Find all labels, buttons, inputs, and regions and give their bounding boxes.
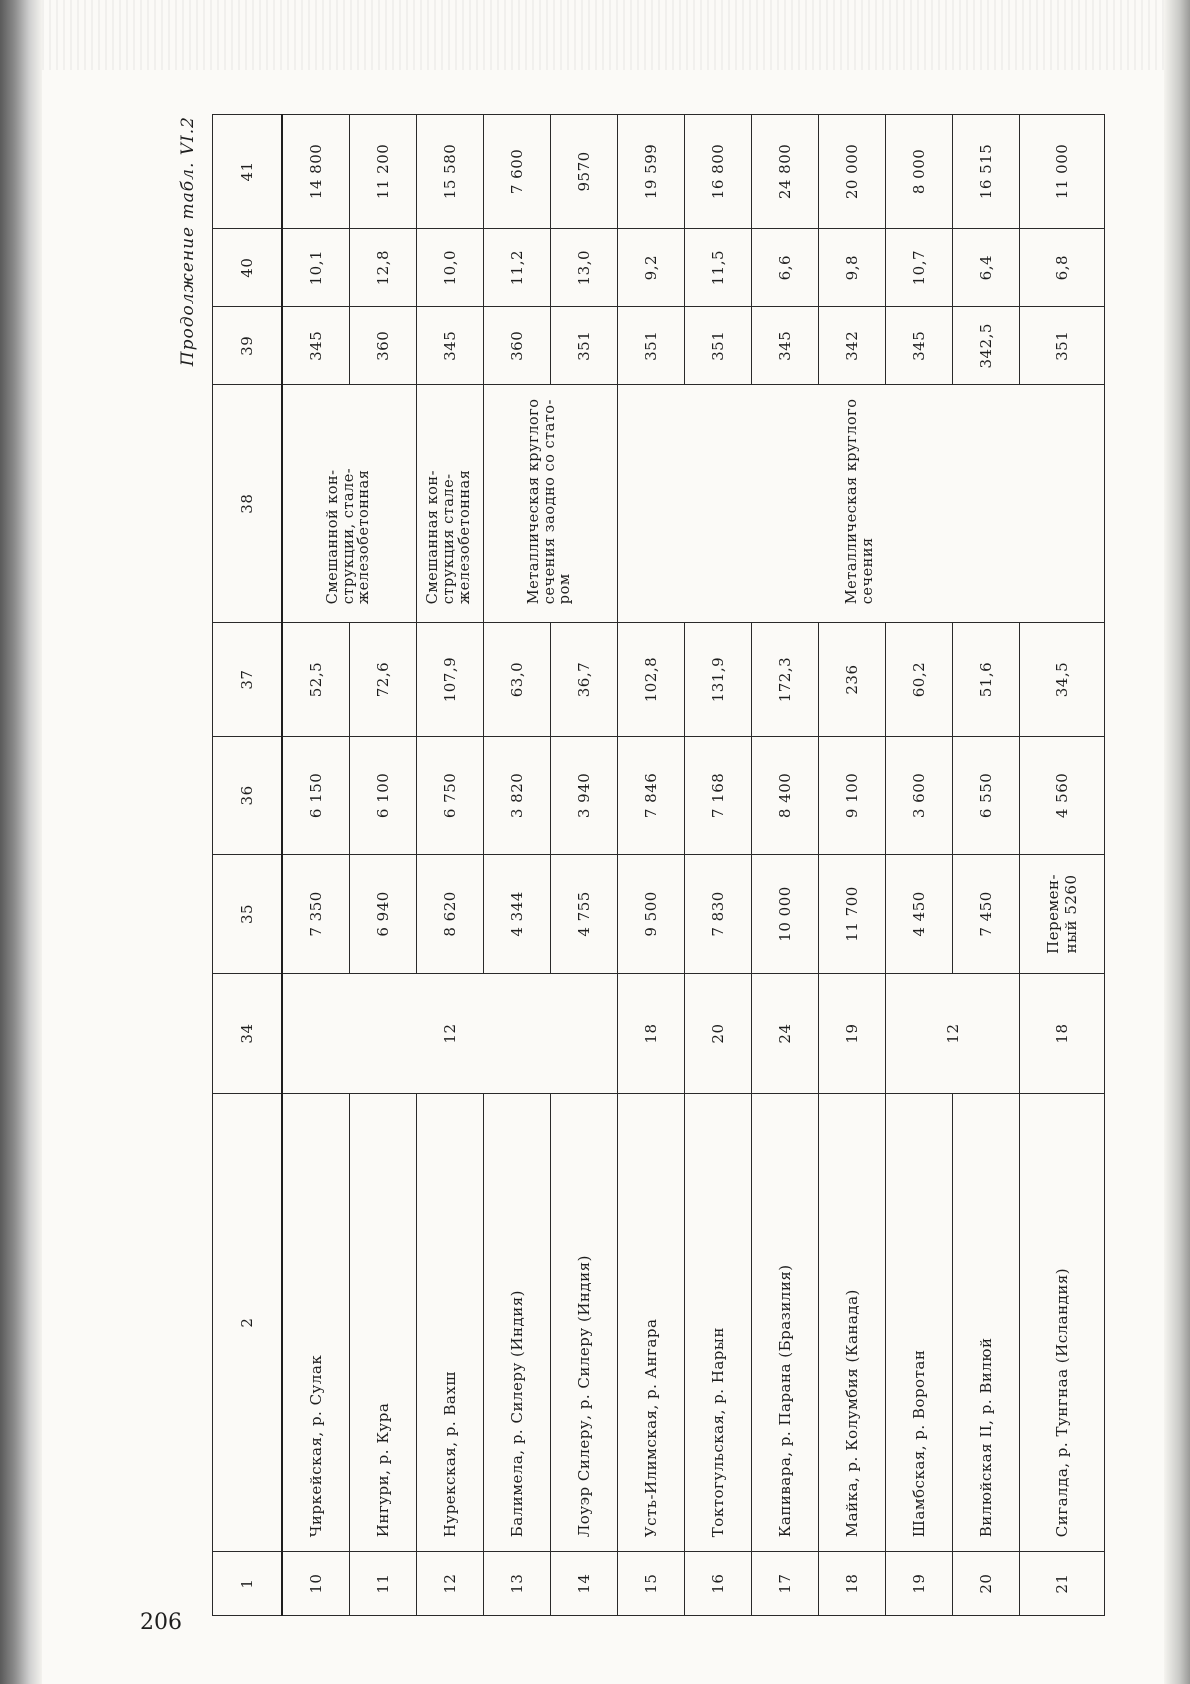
station-name: Нурекская, р. Вахш bbox=[417, 1094, 484, 1552]
cell-34: 24 bbox=[752, 973, 819, 1093]
table-row bbox=[819, 115, 886, 1616]
book-spine-shadow bbox=[0, 0, 42, 1684]
cell-39: 351 bbox=[618, 307, 685, 385]
cell-34: 18 bbox=[618, 973, 685, 1093]
cell-41: 8 000 bbox=[886, 115, 953, 229]
cell-41: 14 800 bbox=[282, 115, 350, 229]
station-name: Сигалда, р. Тунгнаа (Исландия) bbox=[1020, 1094, 1105, 1552]
cell-41: 7 600 bbox=[484, 115, 551, 229]
header-row bbox=[213, 115, 283, 1616]
cell-37: 52,5 bbox=[282, 623, 350, 737]
col-header: 39 bbox=[213, 307, 283, 385]
station-name: Капивара, р. Парана (Бразилия) bbox=[752, 1094, 819, 1552]
cell-37: 72,6 bbox=[350, 623, 417, 737]
cell-36: 3 820 bbox=[484, 736, 551, 854]
cell-37: 107,9 bbox=[417, 623, 484, 737]
rotated-table-stage bbox=[172, 114, 1112, 1616]
cell-41: 11 200 bbox=[350, 115, 417, 229]
cell-40: 11,5 bbox=[685, 228, 752, 307]
table-row bbox=[484, 115, 551, 1616]
cell-40: 6,8 bbox=[1020, 228, 1105, 307]
cell-36: 7 846 bbox=[618, 736, 685, 854]
cell-36: 6 150 bbox=[282, 736, 350, 854]
cell-36: 6 100 bbox=[350, 736, 417, 854]
cell-35: 7 350 bbox=[282, 854, 350, 973]
table-caption: Продолжение табл. VI.2 bbox=[178, 116, 198, 367]
cell-41: 16 515 bbox=[953, 115, 1020, 229]
cell-38: Металлическая круглого сечения заодно со стато- ром bbox=[484, 385, 618, 623]
cell-37: 51,6 bbox=[953, 623, 1020, 737]
station-name: Усть-Илимская, р. Ангара bbox=[618, 1094, 685, 1552]
table-row bbox=[685, 115, 752, 1616]
cell-35: Перемен- ный 5260 bbox=[1020, 854, 1105, 973]
table-row bbox=[282, 115, 350, 1616]
cell-40: 10,0 bbox=[417, 228, 484, 307]
cell-40: 12,8 bbox=[350, 228, 417, 307]
cell-41: 19 599 bbox=[618, 115, 685, 229]
cell-34: 12 bbox=[886, 973, 1020, 1093]
cell-39: 342,5 bbox=[953, 307, 1020, 385]
cell-40: 9,8 bbox=[819, 228, 886, 307]
row-number: 12 bbox=[417, 1552, 484, 1616]
cell-35: 10 000 bbox=[752, 854, 819, 973]
row-number: 17 bbox=[752, 1552, 819, 1616]
table-row bbox=[953, 115, 1020, 1616]
rotated-content bbox=[172, 114, 1112, 1616]
table-row bbox=[1020, 115, 1105, 1616]
cell-38: Смешанная кон- струкция стале- железобетонная bbox=[417, 385, 484, 623]
station-name: Майка, р. Колумбия (Канада) bbox=[819, 1094, 886, 1552]
cell-37: 36,7 bbox=[551, 623, 618, 737]
cell-39: 345 bbox=[886, 307, 953, 385]
cell-39: 342 bbox=[819, 307, 886, 385]
cell-39: 345 bbox=[417, 307, 484, 385]
col-header: 38 bbox=[213, 385, 283, 623]
cell-40: 9,2 bbox=[618, 228, 685, 307]
cell-38: Металлическая круглого сечения bbox=[618, 385, 1105, 623]
cell-35: 11 700 bbox=[819, 854, 886, 973]
cell-37: 172,3 bbox=[752, 623, 819, 737]
cell-41: 11 000 bbox=[1020, 115, 1105, 229]
cell-34: 20 bbox=[685, 973, 752, 1093]
cell-35: 4 755 bbox=[551, 854, 618, 973]
cell-38: Смешанной кон- струкции, стале- железобетонная bbox=[282, 385, 417, 623]
scan-noise bbox=[42, 0, 1164, 70]
cell-36: 3 940 bbox=[551, 736, 618, 854]
data-table bbox=[212, 114, 1105, 1616]
cell-40: 6,4 bbox=[953, 228, 1020, 307]
station-name: Ингури, р. Кура bbox=[350, 1094, 417, 1552]
cell-35: 4 450 bbox=[886, 854, 953, 973]
col-header: 2 bbox=[213, 1094, 283, 1552]
station-name: Лоуэр Силеру, р. Силеру (Индия) bbox=[551, 1094, 618, 1552]
station-name: Чиркейская, р. Сулак bbox=[282, 1094, 350, 1552]
cell-37: 131,9 bbox=[685, 623, 752, 737]
col-header: 41 bbox=[213, 115, 283, 229]
row-number: 21 bbox=[1020, 1552, 1105, 1616]
col-header: 34 bbox=[213, 973, 283, 1093]
cell-36: 3 600 bbox=[886, 736, 953, 854]
col-header: 1 bbox=[213, 1552, 283, 1616]
col-header: 36 bbox=[213, 736, 283, 854]
cell-35: 4 344 bbox=[484, 854, 551, 973]
cell-37: 102,8 bbox=[618, 623, 685, 737]
station-name: Шамбская, р. Воротан bbox=[886, 1094, 953, 1552]
cell-36: 4 560 bbox=[1020, 736, 1105, 854]
table-row bbox=[886, 115, 953, 1616]
cell-35: 7 450 bbox=[953, 854, 1020, 973]
cell-39: 351 bbox=[551, 307, 618, 385]
cell-36: 8 400 bbox=[752, 736, 819, 854]
col-header: 37 bbox=[213, 623, 283, 737]
station-name: Вилюйская II, р. Вилюй bbox=[953, 1094, 1020, 1552]
cell-36: 9 100 bbox=[819, 736, 886, 854]
cell-39: 360 bbox=[350, 307, 417, 385]
cell-35: 6 940 bbox=[350, 854, 417, 973]
cell-37: 63,0 bbox=[484, 623, 551, 737]
cell-40: 11,2 bbox=[484, 228, 551, 307]
table-row bbox=[551, 115, 618, 1616]
cell-35: 7 830 bbox=[685, 854, 752, 973]
cell-36: 6 550 bbox=[953, 736, 1020, 854]
row-number: 20 bbox=[953, 1552, 1020, 1616]
cell-39: 351 bbox=[1020, 307, 1105, 385]
table-row bbox=[752, 115, 819, 1616]
row-number: 16 bbox=[685, 1552, 752, 1616]
col-header: 35 bbox=[213, 854, 283, 973]
cell-41: 9570 bbox=[551, 115, 618, 229]
row-number: 19 bbox=[886, 1552, 953, 1616]
table-row bbox=[417, 115, 484, 1616]
cell-37: 236 bbox=[819, 623, 886, 737]
row-number: 13 bbox=[484, 1552, 551, 1616]
cell-41: 20 000 bbox=[819, 115, 886, 229]
cell-35: 9 500 bbox=[618, 854, 685, 973]
cell-41: 15 580 bbox=[417, 115, 484, 229]
station-name: Токтогульская, р. Нарын bbox=[685, 1094, 752, 1552]
cell-37: 34,5 bbox=[1020, 623, 1105, 737]
cell-36: 7 168 bbox=[685, 736, 752, 854]
table-row bbox=[350, 115, 417, 1616]
col-header: 40 bbox=[213, 228, 283, 307]
cell-39: 351 bbox=[685, 307, 752, 385]
page-edge-shadow bbox=[1164, 0, 1190, 1684]
cell-40: 10,1 bbox=[282, 228, 350, 307]
cell-39: 345 bbox=[282, 307, 350, 385]
table-row bbox=[618, 115, 685, 1616]
cell-35: 8 620 bbox=[417, 854, 484, 973]
station-name: Балимела, р. Силеру (Индия) bbox=[484, 1094, 551, 1552]
cell-41: 24 800 bbox=[752, 115, 819, 229]
cell-39: 345 bbox=[752, 307, 819, 385]
cell-40: 13,0 bbox=[551, 228, 618, 307]
cell-40: 10,7 bbox=[886, 228, 953, 307]
cell-37: 60,2 bbox=[886, 623, 953, 737]
cell-40: 6,6 bbox=[752, 228, 819, 307]
cell-34: 12 bbox=[282, 973, 618, 1093]
cell-34: 19 bbox=[819, 973, 886, 1093]
cell-36: 6 750 bbox=[417, 736, 484, 854]
row-number: 11 bbox=[350, 1552, 417, 1616]
cell-39: 360 bbox=[484, 307, 551, 385]
row-number: 15 bbox=[618, 1552, 685, 1616]
row-number: 18 bbox=[819, 1552, 886, 1616]
row-number: 14 bbox=[551, 1552, 618, 1616]
row-number: 10 bbox=[282, 1552, 350, 1616]
page-number: 206 bbox=[140, 1610, 182, 1635]
cell-41: 16 800 bbox=[685, 115, 752, 229]
cell-34: 18 bbox=[1020, 973, 1105, 1093]
